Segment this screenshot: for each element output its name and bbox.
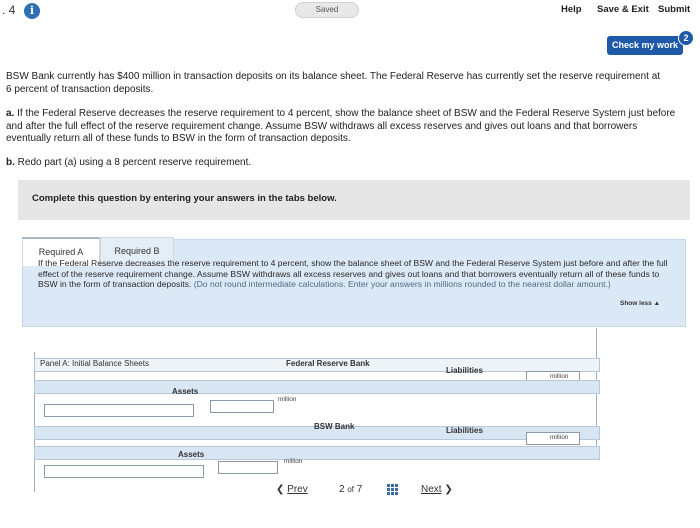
bsw-assets-unit: million [284,458,303,465]
page-total: 7 [356,484,363,495]
check-work-count-badge: 2 [678,30,694,46]
part-a-label: a. [6,108,15,119]
prev-label: Prev [287,484,308,495]
chevron-left-icon: ❮ [276,484,285,495]
show-less-link[interactable]: Show less ▲ [620,300,661,307]
bsw-liabilities-unit: million [550,434,569,441]
check-my-work-button[interactable]: Check my work [607,36,683,55]
bsw-header: BSW Bank [314,422,355,431]
tab-required-b[interactable]: Required B [100,237,174,266]
next-button[interactable] [421,484,453,495]
fed-assets-input[interactable] [210,400,274,413]
page-indicator [339,484,362,495]
next-label: Next [421,484,442,495]
fed-header: Federal Reserve Bank [286,359,370,368]
question-intro: BSW Bank currently has $400 million in transaction deposits on its balance sheet. The Federal Reserve has currently set the reserve requirement at 6 percent of transaction deposits. [6,71,661,95]
page-of: of [347,485,355,494]
tab-required-a[interactable]: Required A [22,237,100,266]
fed-assets-unit: million [278,396,297,403]
instructions-text: Complete this question by entering your answers in the tabs below. [32,193,337,204]
fed-assets-account-input[interactable] [44,404,194,417]
part-b-label: b. [6,157,15,168]
prev-button[interactable] [276,484,308,495]
help-link[interactable]: Help [561,4,582,15]
question-part-a [6,108,676,146]
bsw-assets-input[interactable] [218,461,278,474]
balance-sheet-grid [28,328,690,496]
part-a-text: If the Federal Reserve decreases the reserve requirement to 4 percent, show the balance sheet of BSW and the Federal Reserve System just before and after the full effect of the reserve requirement change. Assume BSW withdraws all excess reserves and gives out loans and that borrowers eventually return all of these funds to BSW in the form of transaction deposits. [6,108,676,144]
tab-instructions [38,258,668,290]
fed-liabilities-unit: million [550,373,569,380]
save-exit-link[interactable]: Save & Exit [597,4,649,15]
question-part-b [6,157,676,169]
tab-instructions-note: (Do not round intermediate calculations. Enter your answers in millions rounded to the nearest dollar amount.) [193,279,611,289]
bsw-liabilities-label: Liabilities [446,426,483,435]
bsw-assets-row [34,446,600,460]
bsw-assets-account-input[interactable] [44,465,204,478]
tab-instructions-main: If the Federal Reserve decreases the reserve requirement to 4 percent, show the balance sheet of BSW and the Federal Reserve System just before and after the full effect of the reserve requirement change. Assume BSW withdraws all excess reserves and gives out loans and that borrowers eventually return all of these funds to BSW in the form of transaction deposits. [38,258,668,289]
saved-status: Saved [295,2,359,18]
fed-assets-label: Assets [172,387,199,396]
bsw-assets-label: Assets [178,450,205,459]
submit-link[interactable]: Submit [658,4,691,15]
fed-assets-row [34,380,600,394]
grid-view-icon[interactable] [387,484,397,494]
info-icon[interactable]: i [24,3,40,19]
chevron-right-icon: ❯ [444,484,453,495]
instructions-band [18,180,690,220]
top-bar [0,0,700,22]
part-b-text: Redo part (a) using a 8 percent reserve requirement. [17,157,252,168]
grid-border-left [34,352,35,492]
panel-title: Panel A: Initial Balance Sheets [40,359,149,368]
fed-liabilities-label: Liabilities [446,366,483,375]
question-number: . 4 [2,3,16,17]
page-current: 2 [339,484,345,495]
